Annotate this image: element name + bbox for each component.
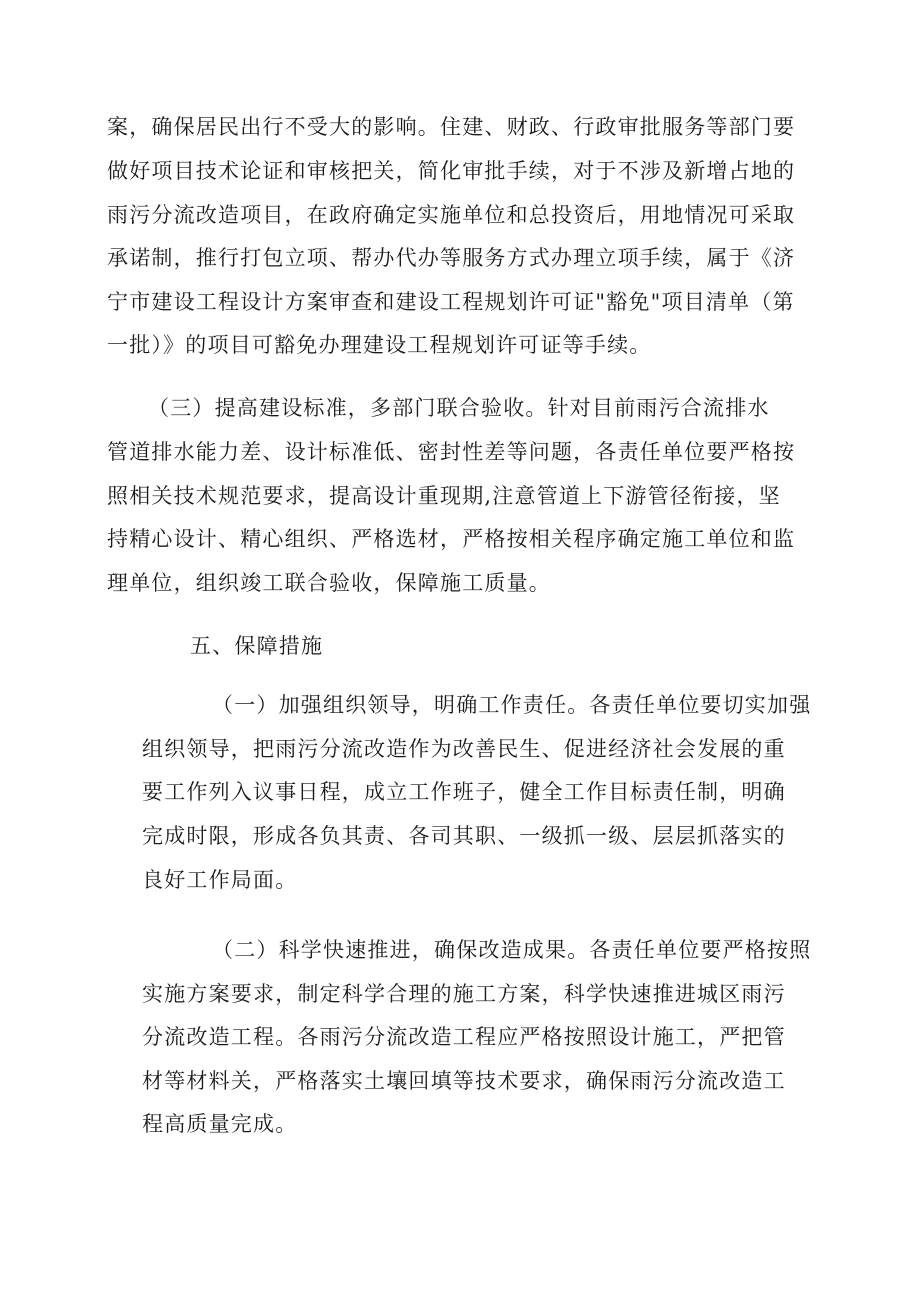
text-line: 持精心设计、精心组织、严格选材，严格按相关程序确定施工单位和监 — [107, 527, 796, 551]
text-line: （一）加强组织领导，明确工作责任。各责任单位要切实加强 — [212, 693, 812, 717]
text-line: 管道排水能力差、设计标准低、密封性差等问题，各责任单位要严格按 — [107, 440, 796, 464]
text-line: 良好工作局面。 — [142, 868, 298, 892]
section-heading: 五、保障措施 — [190, 634, 324, 658]
text-line: 要工作列入议事日程，成立工作班子，健全工作目标责任制，明确 — [142, 780, 786, 804]
text-line: 材等材料关，严格落实土壤回填等技术要求，确保雨污分流改造工 — [142, 1069, 786, 1093]
text-line: 分流改造工程。各雨污分流改造工程应严格按照设计施工，严把管 — [142, 1025, 786, 1049]
text-line: 完成时限，形成各负其责、各司其职、一级抓一级、层层抓落实的 — [142, 824, 786, 848]
text-line: 案，确保居民出行不受大的影响。住建、财政、行政审批服务等部门要 — [107, 115, 796, 139]
text-line: 做好项目技术论证和审核把关，简化审批手续，对于不涉及新增占地的 — [107, 159, 796, 183]
text-line: 一批）》的项目可豁免办理建设工程规划许可证等手续。 — [107, 333, 652, 357]
text-line: （三）提高建设标准，多部门联合验收。针对目前雨污合流排水 — [148, 396, 770, 420]
text-line: （二）科学快速推进，确保改造成果。各责任单位要严格按照 — [212, 938, 812, 962]
text-line: 实施方案要求，制定科学合理的施工方案，科学快速推进城区雨污 — [142, 982, 786, 1006]
text-line: 雨污分流改造项目，在政府确定实施单位和总投资后，用地情况可采取 — [107, 203, 796, 227]
text-line: 组织领导，把雨污分流改造作为改善民生、促进经济社会发展的重 — [142, 737, 786, 761]
text-line: 承诺制，推行打包立项、帮办代办等服务方式办理立项手续，属于《济 — [107, 246, 796, 270]
text-line: 理单位，组织竣工联合验收，保障施工质量。 — [107, 571, 551, 595]
text-line: 照相关技术规范要求，提高设计重现期,注意管道上下游管径衔接，坚 — [107, 484, 781, 508]
text-line: 宁市建设工程设计方案审查和建设工程规划许可证"豁免"项目清单（第 — [107, 290, 795, 314]
text-line: 程高质量完成。 — [142, 1112, 298, 1136]
